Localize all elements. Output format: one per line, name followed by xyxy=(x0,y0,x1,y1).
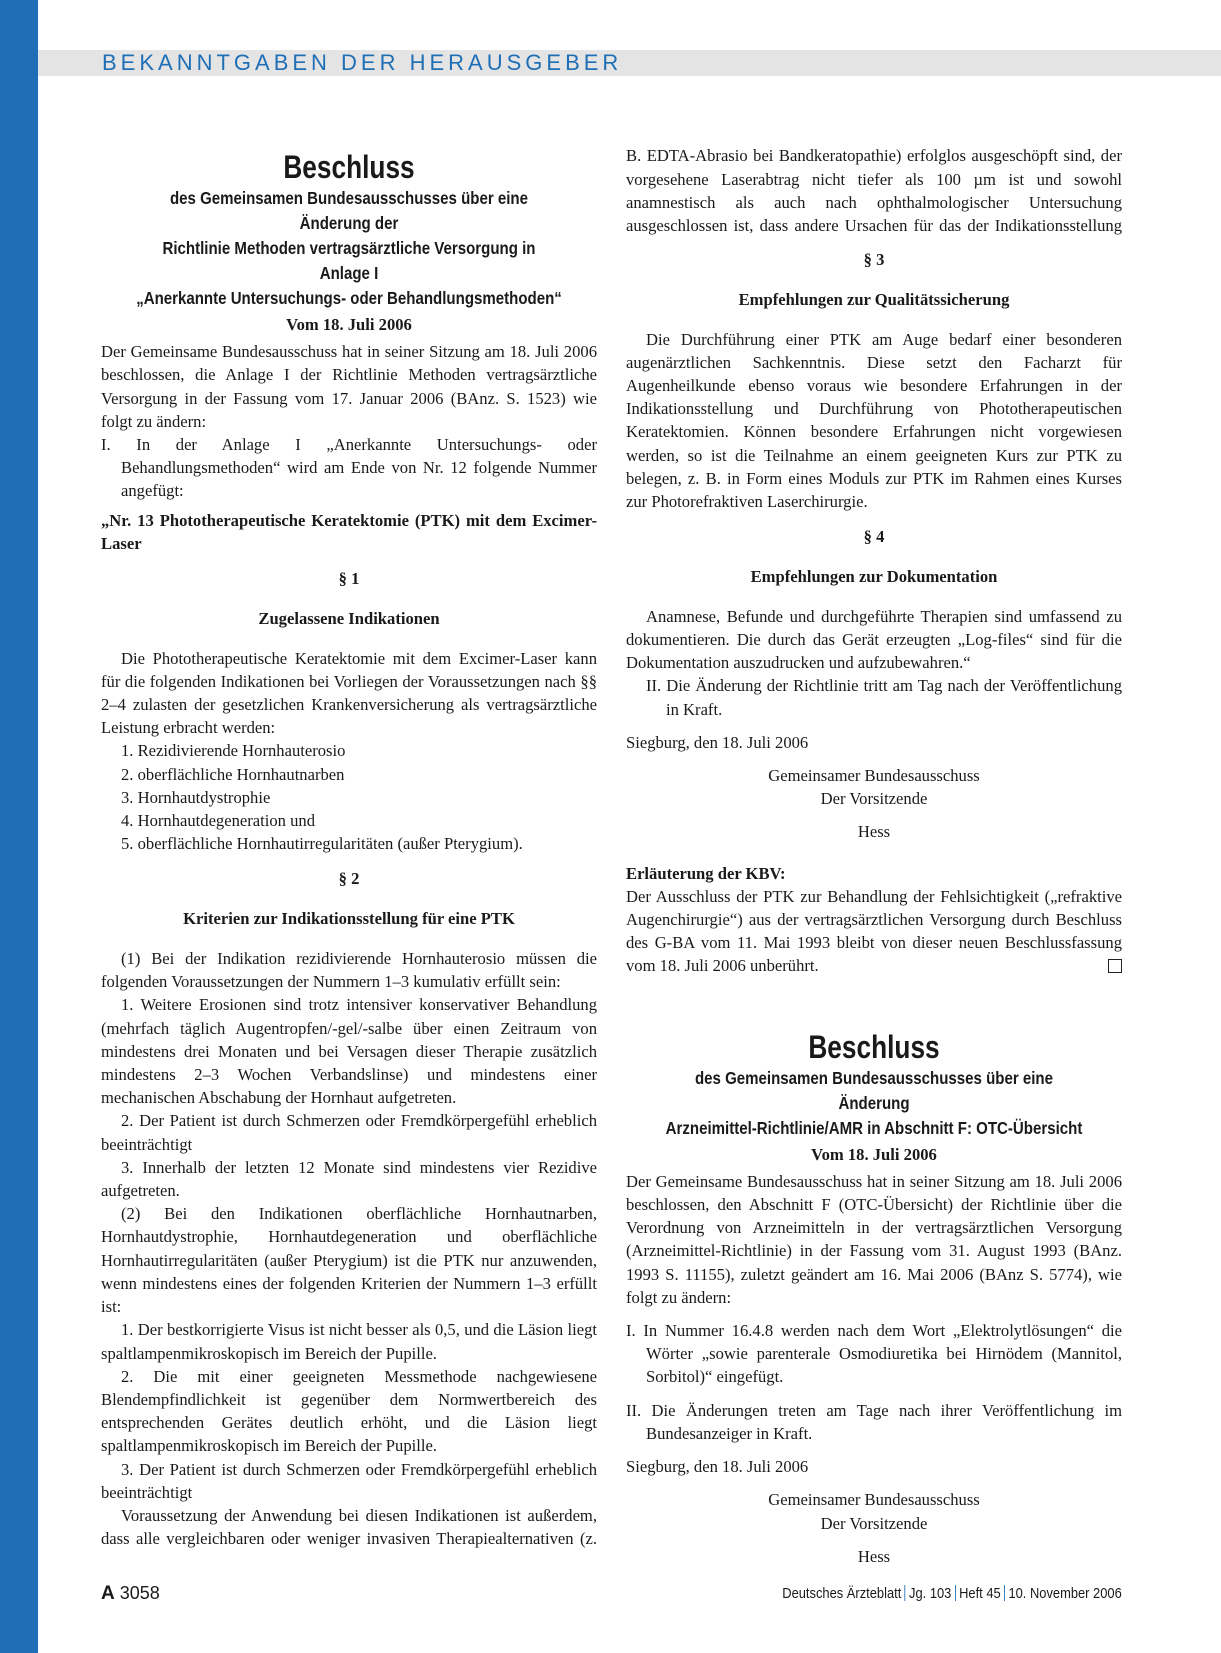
list-item: 4. Hornhautdegeneration und xyxy=(121,811,315,831)
doc1-subtitle-line: Richtlinie Methoden vertragsärztliche Versorgung in Anlage I xyxy=(162,238,536,283)
section-2-para-3: Voraussetzung der Anwendung bei diesen Indikationen ist außerdem, dass alle vergleichbaren oder weniger invasiven Therapiealternativen (z. xyxy=(101,1505,597,1549)
doc2-subtitle-line: Arzneimittel-Richtlinie/AMR in Abschnitt F: OTC-Übersicht xyxy=(665,1117,1083,1138)
doc1-date: Vom 18. Juli 2006 xyxy=(286,315,412,334)
doc1-item-i: I. In der Anlage I „Anerkannte Untersuchungs- oder Behandlungsmethoden“ wird am Ende von Nr. 12 folgende Nummer angefügt: xyxy=(101,435,597,501)
section-2-para-1: (1) Bei der Indikation rezidivierende Hornhauterosio müssen die folgenden Voraussetzungen der Nummern 1–3 kumulativ erfüllt sein: xyxy=(101,949,597,992)
doc2-title: Beschluss xyxy=(808,1028,940,1065)
doc1-title: Beschluss xyxy=(283,149,415,185)
section-2-number: § 2 xyxy=(338,869,360,889)
section-3-text: Die Durchführung einer PTK am Auge bedarf einer besonderen augenärztlichen Sachkenntnis. Diese setzt den Facharzt für Augenheilkunde ebenso voraus wie besondere Erfahrungen in der Indikationsstellung und Durchführung von Phototherapeutischen Keratektomien. Können besondere Erfahrungen nicht vorgewiesen werden, so ist die Teilnahme an einem geeigneten Kurs zur PTK zu belegen, z. B. in Form eines Moduls zur PTK im Rahmen eines Kurses zur Photorefraktiven Laserchirurgie. xyxy=(626,329,1122,512)
doc2-item-ii: II. Die Änderungen treten am Tage nach ihrer Veröffentlichung im Bundesanzeiger in Kraft. xyxy=(626,1400,1122,1443)
sidebar-color-bar xyxy=(0,0,38,1653)
doc1-place-date: Siegburg, den 18. Juli 2006 xyxy=(626,732,809,752)
section-2-para-3-continued xyxy=(626,144,1122,236)
doc2-intro: Der Gemeinsame Bundesausschuss hat in seiner Sitzung am 18. Juli 2006 beschlossen, den Abschnitt F (OTC-Übersicht) der Richtlinie über die Verordnung von Arzneimitteln in der vertragsärztlichen Versorgung (Arzneimittel-Richtlinie) in der Fassung vom 31. August 1993 (BAnz. 1993 S. 11155), zuletzt geändert am 16. Mai 2006 (BAnz S. 5774), wie folgt zu ändern: xyxy=(626,1171,1122,1307)
list-item: 2. Der Patient ist durch Schmerzen oder Fremdkörpergefühl erheblich beeinträchtigt xyxy=(101,1111,597,1154)
doc2-signature-role: Der Vorsitzende xyxy=(820,1513,928,1533)
list-item: 2. Die mit einer geeigneten Messmethode nachgewiesene Blendempfindlichkeit ist gegenüber dem Normwertbereich des entsprechenden Gerätes deutlich erhöht, und die Läsion liegt spaltlampenmikroskopisch im Bereich der Pupille. xyxy=(101,1366,597,1456)
list-item: 3. Innerhalb der letzten 12 Monate sind mindestens vier Rezidive aufgetreten. xyxy=(101,1157,597,1201)
doc1-intro: Der Gemeinsame Bundesausschuss hat in seiner Sitzung am 18. Juli 2006 beschlossen, die Anlage I der Richtlinie Methoden vertragsärztliche Versorgung in der Fassung vom 17. Januar 2006 (BAnz. S. 1523) wie folgt zu ändern: xyxy=(101,342,597,431)
journal-volume: Jg. 103 xyxy=(909,1585,952,1602)
doc1-subtitle-line: „Anerkannte Untersuchungs- oder Behandlungsmethoden“ xyxy=(136,288,562,308)
section-3-number: § 3 xyxy=(863,250,885,269)
journal-info xyxy=(783,1585,1122,1602)
section-2-para-3-overflow: B. EDTA-Abrasio bei Bandkeratopathie) erfolglos ausgeschöpft sind, der vorgesehene Laserabtrag nicht tiefer als 100 µm ist und sowohl anamnestisch als auch nach ophthalmologischer Untersuchung ausgeschlossen ist, dass andere Ursachen für das der Indikationsstellung xyxy=(626,146,1122,236)
doc1-signature-role: Der Vorsitzende xyxy=(820,789,928,809)
kbv-note-text: Der Ausschluss der PTK zur Behandlung der Fehlsichtigkeit („refraktive Augenchirurgie“) aus der vertragsärztlichen Versorgung durch Beschluss des G-BA vom 11. Mai 1993 bleibt von dieser neuen Beschlussfassung vom 18. Juli 2006 unberührt. xyxy=(626,886,1122,976)
end-mark-icon xyxy=(1108,959,1122,973)
section-4-number: § 4 xyxy=(863,527,885,547)
indication-list xyxy=(101,739,597,855)
page-prefix: A xyxy=(101,1583,115,1604)
section-header: BEKANNTGABEN DER HERAUSGEBER xyxy=(102,50,623,75)
section-4-title: Empfehlungen zur Dokumentation xyxy=(750,567,998,587)
doc1-signature-name: Hess xyxy=(857,822,891,842)
kbv-note-title: Erläuterung der KBV: xyxy=(626,863,786,883)
section-3-title: Empfehlungen zur Qualitätssicherung xyxy=(738,289,1010,309)
section-2-para-2: (2) Bei den Indikationen oberflächliche Hornhautnarben, Hornhautdystrophie, Hornhautdegeneration und oberflächliche Hornhautirregularitäten (außer Pterygium) ist die PTK nur anzuwenden, wenn mindestens eines der folgenden Kriterien der Nummern 1–3 erfüllt ist: xyxy=(101,1204,597,1317)
doc2-item-i: I. In Nummer 16.4.8 werden nach dem Wort „Elektrolytlösungen“ die Wörter „sowie parenterale Osmodiuretika bei Hirnödem (Mannitol, Sorbitol)“ eingefügt. xyxy=(626,1321,1122,1387)
list-item: 5. oberflächliche Hornhautirregularitäten (außer Pterygium). xyxy=(121,834,523,854)
page-number xyxy=(101,1583,160,1605)
section-1-title: Zugelassene Indikationen xyxy=(258,608,440,628)
doc2-subtitle-line: des Gemeinsamen Bundesausschusses über eine Änderung xyxy=(694,1067,1054,1113)
doc1-signature-org: Gemeinsamer Bundesausschuss xyxy=(768,766,980,786)
doc1-item-ii: II. Die Änderung der Richtlinie tritt am Tag nach der Veröffentlichung in Kraft. xyxy=(646,676,1122,719)
doc1-nr13-title: „Nr. 13 Phototherapeutische Keratektomie (PTK) mit dem Excimer-Laser xyxy=(101,510,597,553)
right-column xyxy=(626,144,1122,1568)
left-column xyxy=(101,148,597,1550)
doc1-subtitle-line: des Gemeinsamen Bundesausschusses über eine Änderung der xyxy=(169,188,529,233)
list-item: 1. Weitere Erosionen sind trotz intensiver konservativer Behandlung (mehrfach täglich Augentropfen/-gel/-salbe über einen Zeitraum von mindestens drei Monaten und bei Versagen dieser Therapie zusätzlich mindestens 2–3 Wochen Verbandslinse) und mindestens einer mechanischen Abschabung der Hornhaut aufgetreten. xyxy=(101,995,597,1108)
journal-name: Deutsches Ärzteblatt xyxy=(782,1585,902,1602)
journal-date: 10. November 2006 xyxy=(1008,1585,1122,1602)
section-1-number: § 1 xyxy=(338,569,360,589)
doc2-signature-org: Gemeinsamer Bundesausschuss xyxy=(768,1490,980,1510)
journal-issue: Heft 45 xyxy=(959,1585,1001,1602)
list-item: 3. Der Patient ist durch Schmerzen oder Fremdkörpergefühl erheblich beeinträchtigt xyxy=(101,1459,597,1502)
list-item: 3. Hornhautdystrophie xyxy=(121,787,271,807)
section-4-text: Anamnese, Befunde und durchgeführte Therapien sind umfassend zu dokumentieren. Die durch das Gerät erzeugten „Log-files“ sind für die Dokumentation auszudrucken und aufzubewahren.“ xyxy=(626,606,1122,673)
section-2-title: Kriterien zur Indikationsstellung für eine PTK xyxy=(183,909,515,929)
list-item: 1. Rezidivierende Hornhauterosio xyxy=(121,741,346,761)
doc2-signature-name: Hess xyxy=(857,1546,891,1566)
doc2-place-date: Siegburg, den 18. Juli 2006 xyxy=(626,1457,809,1477)
list-item: 1. Der bestkorrigierte Visus ist nicht besser als 0,5, und die Läsion liegt spaltlampenmikroskopisch im Bereich der Pupille. xyxy=(101,1320,597,1363)
page-number-value: 3058 xyxy=(119,1583,160,1603)
list-item: 2. oberflächliche Hornhautnarben xyxy=(121,764,345,784)
doc2-date: Vom 18. Juli 2006 xyxy=(811,1144,937,1164)
section-1-text: Die Phototherapeutische Keratektomie mit dem Excimer-Laser kann für die folgenden Indikationen bei Vorliegen der Voraussetzungen nach §§ 2–4 zulasten der gesetzlichen Krankenversicherung als vertragsärztliche Leistung erbracht werden: xyxy=(101,648,597,738)
